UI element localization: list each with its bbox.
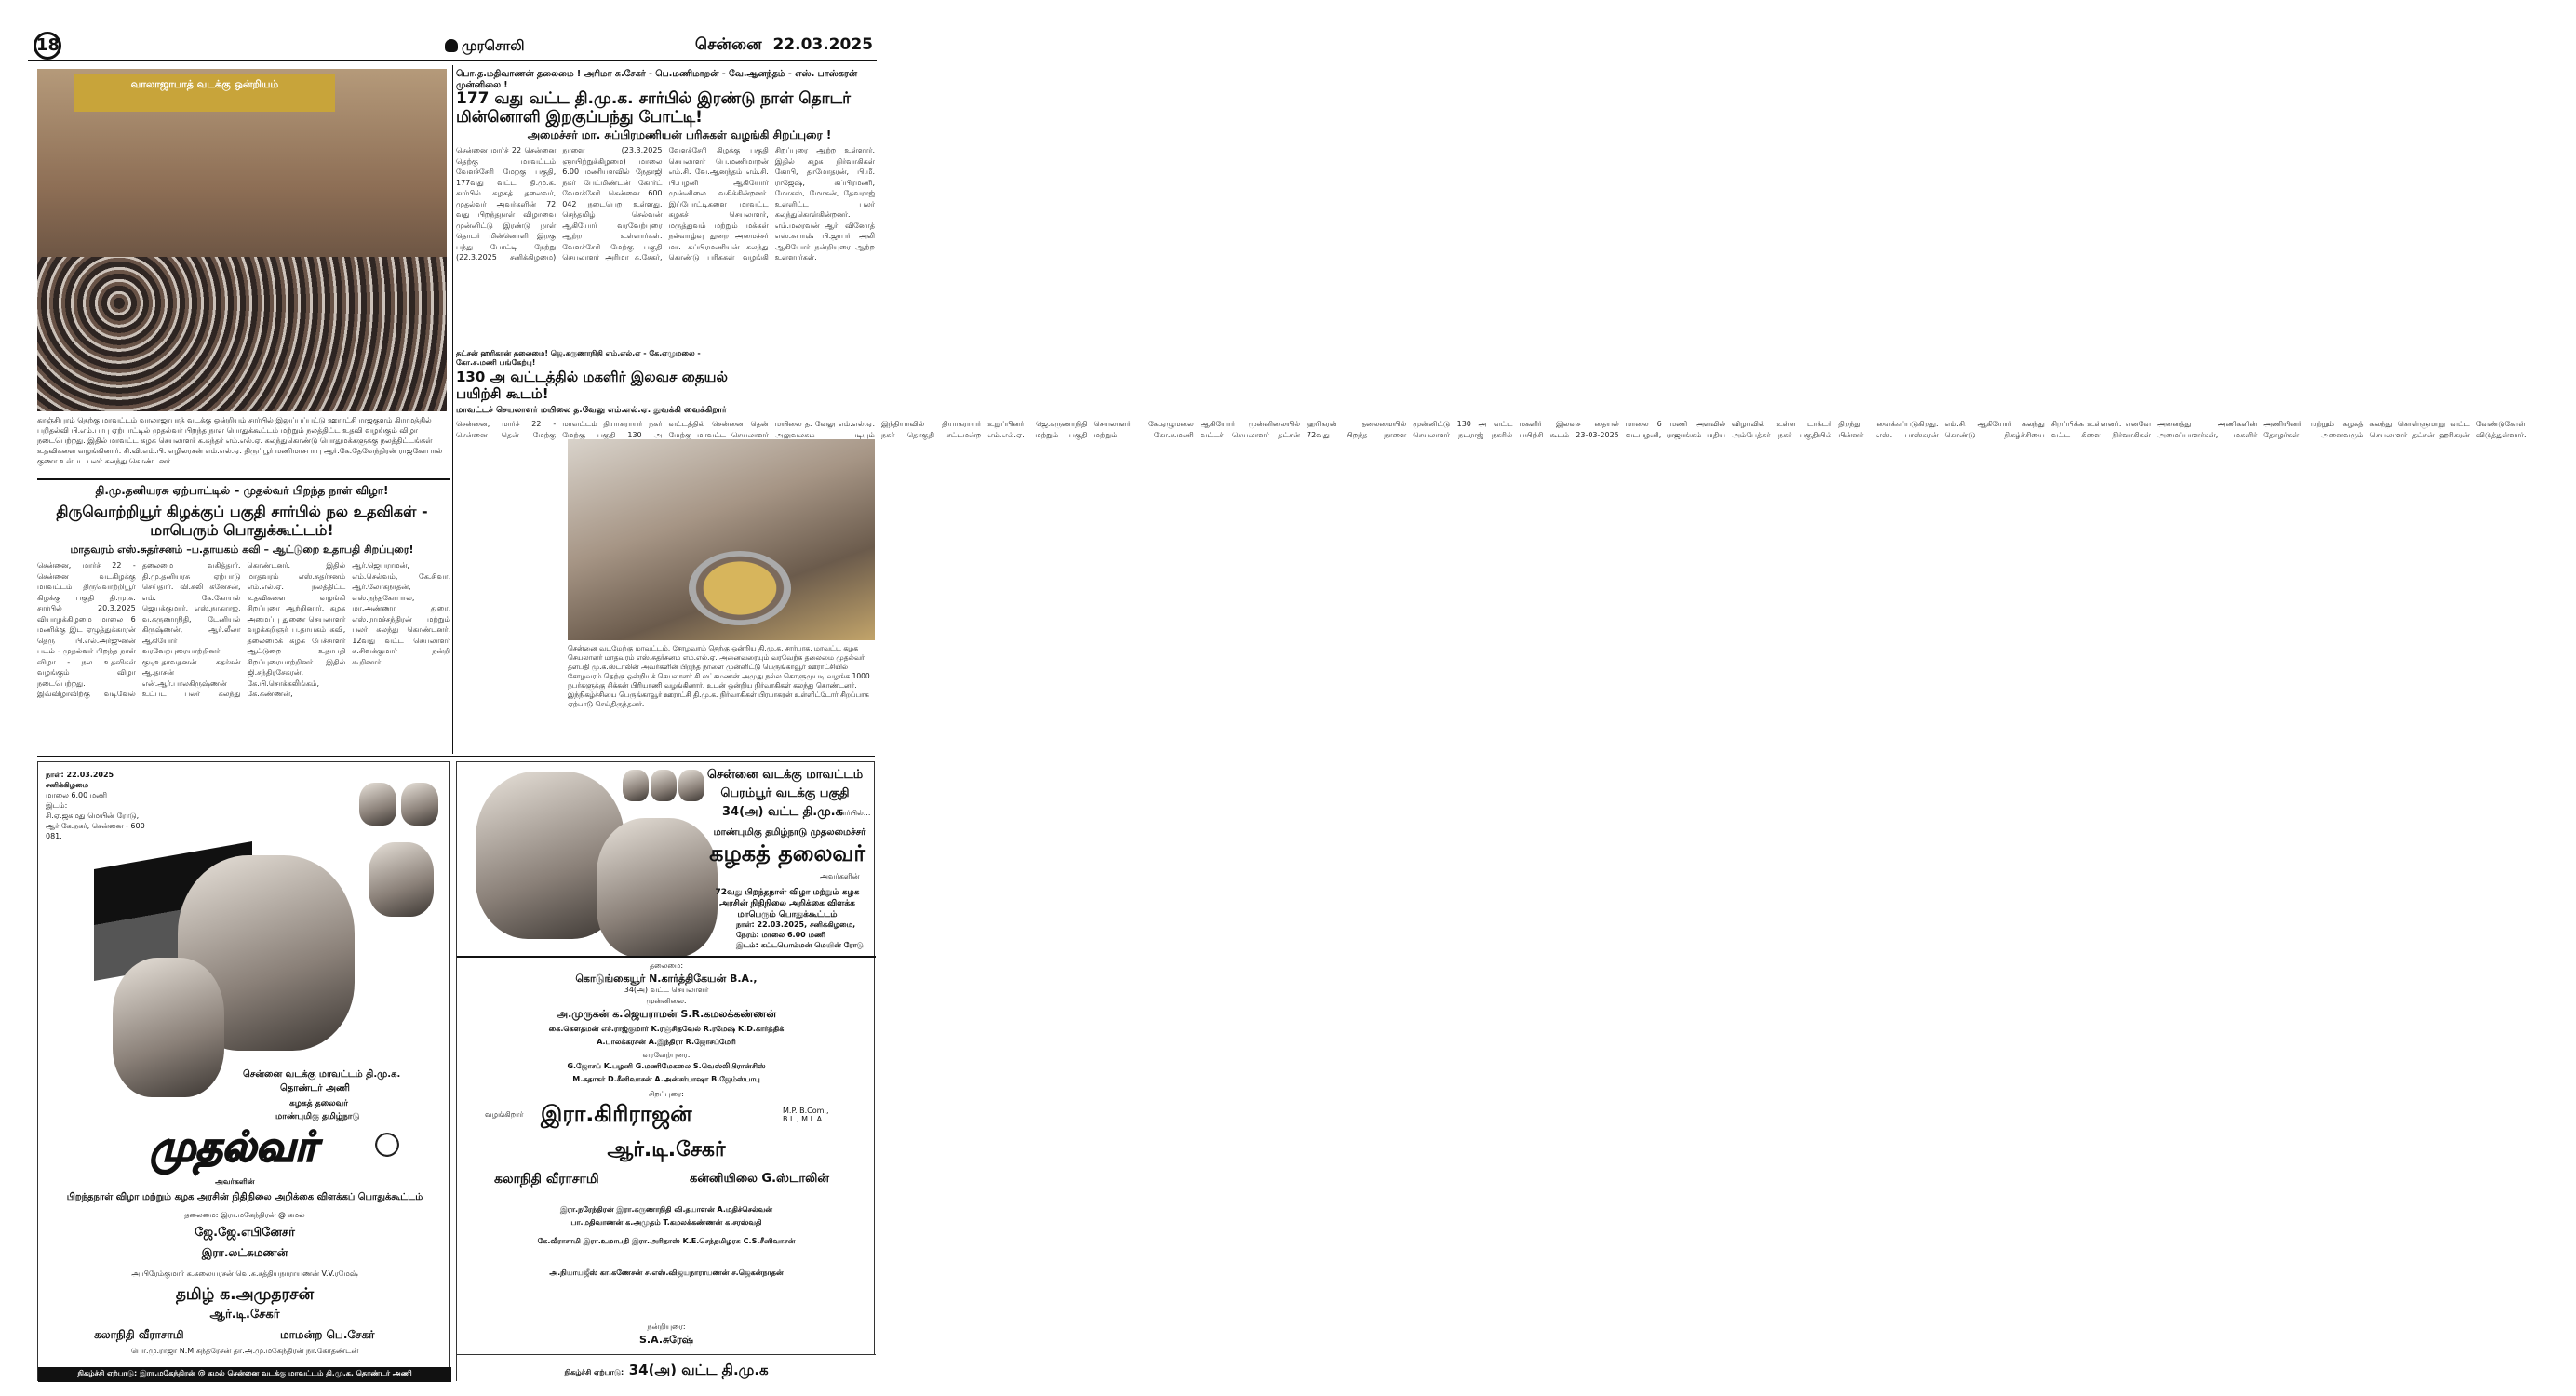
left-mid-kicker: தி.மு.தனியரசு ஏற்பாட்டில் – முதல்வர் பிறந்த நாள் விழா!	[95, 484, 389, 497]
ad-left-event-title: பிறந்தநாள் விழா மற்றும் கழக அரசின் நிதிநிலை அறிக்கை விளக்கப் பொதுக்கூட்டம்	[66, 1192, 423, 1202]
portrait-leader-small-2	[651, 770, 677, 801]
right-top-subhead: அமைச்சர் மா. சுப்பிரமணியன் பரிசுகள் வழங்கி சிறப்புரை !	[527, 128, 832, 141]
right-mid-kicker: தட்சன் ஹரிகரன் தலைமை! ஜெ.கருணாநிதி எம்.எல்.ஏ - கே.ஏழுமலை - கோ.ச.மணி பங்கேற்பு!	[456, 349, 701, 367]
ad-left-speaker-main: தமிழ் க.அமுதரசன்	[175, 1285, 315, 1304]
ad-left-footer: நிகழ்ச்சி ஏற்பாடு: இரா.மகேந்திரன் @ கமல் சென்னை வடக்கு மாவட்டம் தி.மு.க. தொண்டர் அணி	[38, 1367, 451, 1382]
ad-right-cm-line: மாண்புமிகு தமிழ்நாடு முதலமைச்சர்	[713, 827, 866, 838]
right-mid-subhead: மாவட்டச் செயலாளர் மயிலை த.வேலு எம்.எல்.ஏ. துவக்கி வைக்கிறார்	[456, 406, 727, 415]
ad-left-guest2: இரா.லட்சுமணன்	[201, 1246, 288, 1259]
ad-left-wing: தொண்டர் அணி	[280, 1083, 350, 1094]
ad-right-footer-label: நிகழ்ச்சி ஏற்பாடு:	[564, 1368, 624, 1376]
ad-right-rule	[457, 956, 876, 958]
ad-right-speaker-main: இரா.கிரிராஜன்	[541, 1101, 692, 1127]
ad-right-names-row3: கே.வீராசாமி இரா.உமாபதி இரா.அரிதாஸ் K.E.செந்தமிழரசு C.S.சீனிவாசன்	[537, 1237, 796, 1245]
ad-right-speaker2: ஆர்.டி.சேகர்	[607, 1138, 726, 1161]
ad-right-thanks-label: நன்றியுரை:	[647, 1322, 686, 1331]
right-top-body: சென்னை மார்ச் 22 சென்னை தெற்கு மாவட்டம் வேளச்சேரி மேற்கு பகுதி, 177வது வட்ட தி.மு.க. சார்பில் கழகத் தலைவர், முதல்வர் அவர்களின் 72 வது பிறந்தநாள் விழாவை முன்னிட்டு இரண்டு நாள் தொடர் மின்னொளி இறகு பந்து போட்டி நேற்று (22.3.2025 சனிக்கிழமை) நாளை (23.3.2025 ஞாயிற்றுக்கிழமை) மாலை 6.00 மணியளவில் நேதாஜி நகர் பேட்மிண்டன் கோர்ட் வேளச்சேரி சென்னை 600 042 நடைபெற உள்ளது. செந்தமிழ் செல்வன் ஆகியோர் வரவேற்புரை ஆற்ற உள்ளார்கள். வேளச்சேரி மேற்கு பகுதி செயலாளர் அரிமா சு.சேகர், வேளச்சேரி கிழக்கு பகுதி செயலாளர் பெ.மணிமாறன் எம்.சி. வே.ஆனந்தம் எம்.சி. பி.பழனி ஆகியோர் முன்னிலை வகிக்கின்றனர். இப்போட்டிகளை மாவட்ட கழகச் செயலாளர், மருத்துவம் மற்றும் மக்கள் நல்வாழ்வு துறை அமைச்சர் மா. சுப்பிரமணியன் கலந்து கொண்டு பரிசுகள் வழங்கி சிறப்புரை ஆற்ற உள்ளார். இதில் கழக நிர்வாகிகள் கோபி, தாமோதரன், பி.மீ. ராஜேஷ், சுப்பிரமணி, மோசஸ், மோகன், தேவராஜ் உள்ளிட்ட பலர் கலந்துகொள்கின்றனர். எம்.மலரவன் ஆர். வினோத் எஸ்.சுபாஷ் பி.ஜாபர் அலி ஆகியோர் நன்றியுரை ஆற்ற உள்ளார்கள்.	[456, 146, 875, 262]
left-mid-body: சென்னை, மார்ச் 22 - சென்னை வடகிழக்கு மாவட்டம் திருவொற்றியூர் கிழக்கு பகுதி தி.மு.க. சார்பில் 20.3.2025 வியாழக்கிழமை மாலை 6 மணிக்கு இட ஏழுத்துக்காரன் தெரு பி.எல்.அர்ஜுனன் படம் - முதல்வர் பிறந்த நாள் விழா - நல உதவிகள் வழங்கும் விழா நடைபெற்றது. இவ்விழாவிற்கு வடிவேல் தலைமை வகித்தார். தி.மு.தனியரசு ஏற்பாடு செய்தார். வி.கலி கனேசன், எம். கே.கோயல் ஜெயக்குமார், எஸ்.நாகராஜ், வ.கருணாநிதி, டேனியல் கிருஷ்ணன், ஆர்.லீலா ஆகியோர் வரவேற்புரையாற்றினர். குடிஉதாவதனன் சுதர்சன் ஆ.தாசன் என்.ஆர்.பாலகிருஷ்ணன் உட்பட பலர் கலந்து கொண்டனர். இதில் மாதவரம் எஸ்.சுதர்சனம் எம்.எல்.ஏ. நலத்திட்ட உதவிகளை வழங்கி சிறப்புரை ஆற்றினார். கழக அமைப்பு துணை செயலாளர் வழக்கறிஞர் ப.தாயகம் கவி, தலைமைக் கழக பேச்சாளர் ஆட்டுறை உதாபதி சிறப்புரையாற்றினர். இதில் ஜி.சந்திரசேகரன், கே.பி.சொக்கலிங்கம், கே.கண்ணன், ஆர்.ஜெயராமன், எம்.செல்வம், கே.சிவா, ஆர்.லோகநாதன், எஸ்.நந்தகோபால், மா.அண்ணா துரை, எஸ்.ராமச்சந்திரன் மற்றும் பலர் கலந்து கொண்டனர். 12வது வட்ட செயலாளர் க.சிவக்குமார் நன்றி கூறினார்.	[37, 561, 450, 698]
ad-right-thanks-name: S.A.சுரேஷ்	[639, 1334, 693, 1346]
masthead	[28, 32, 877, 61]
ad-left-cm-line: மாண்புமிகு தமிழ்நாடு	[275, 1112, 360, 1121]
ad-left-guest1: ஜே.ஜே.எபினேசர்	[195, 1226, 295, 1240]
ad-right-presence3: A.பாலக்கரசன் A.இந்திரா R.ஜோசப்மேரி	[597, 1038, 736, 1046]
section-rule-ads	[37, 756, 875, 757]
ad-right-welcome1: G.ஜோசப் K.பழனி G.மணிமேகலை S.வெஸ்லிபிரான்சிஸ்	[567, 1062, 766, 1070]
biryani-pot	[689, 551, 791, 625]
ad-right-avargal: அவர்களின்	[820, 872, 860, 880]
ad-right-chair-role: 34(அ) வட்ட செயலாளர்	[624, 986, 709, 994]
ad-right-speaker-main-deg: M.P. B.Com., B.L., M.L.A.	[783, 1107, 829, 1123]
ad-right-award-label: வழங்கிறார்	[485, 1110, 524, 1119]
ad-right-event-title: 72வது பிறந்தநாள் விழா மற்றும் கழக அரசின் நிதிநிலை அறிக்கை விளக்க மாபெரும் பொதுக்கூட்டம்	[715, 888, 860, 919]
paper-name	[445, 37, 525, 56]
ad-right-speaker3: கலாநிதி வீராசாமி	[494, 1172, 599, 1187]
ad-right-big-title: கழகத் தலைவர்	[709, 840, 865, 866]
ad-right-district: சென்னை வடக்கு மாவட்டம்	[706, 768, 864, 782]
left-photo-caption: காஞ்சிபுரம் தெற்கு மாவட்டம் வாலாஜாபாத் வடக்கு ஒன்றியம் சார்பில் இலுப்பப்பட்டு ஊராட்சி ராஜகுளம் கிராமத்தில் பறிதல்வி பி.எம்.பாபு ஏற்பாட்டில் முதல்வர் பிறந்த நாள் பொதுக்கூட்டம் மற்றும் நலத்திட்ட உதவி வழங்கும் விழா நடைபெற்றது. இதில் மாவட்ட கழக செயலாளர் க.சுந்தர் எம்.எல்.ஏ. கலந்துகொண்டு பொதுமக்களுக்கு நலத்திட்டங்கள் உதவிகளை வழங்கினார். சி.வி.எம்.பி. எழிலரசன் எம்.எல்.ஏ. திருப்பூர் மணிமாசபாபு ஆர்.கே.தேவேந்திரன் ராஜகோபால் குணா உள்பட பலர் கலந்து கொண்டனர்.	[37, 416, 443, 465]
event-photo-left	[37, 69, 447, 411]
portrait-deputy	[113, 958, 224, 1097]
ad-left-date: நாள்: 22.03.2025	[46, 771, 114, 779]
portrait-deputy-right	[597, 818, 718, 958]
ad-left-org: சென்னை வடக்கு மாவட்டம் தி.மு.க.	[243, 1069, 401, 1080]
ad-right-chair-label: தலைமை:	[649, 961, 684, 970]
ad-right-special-label: சிறப்புரை:	[648, 1090, 684, 1098]
ad-right-chair-name: கொடுங்கையூர் N.கார்த்திகேயன் B.A.,	[575, 973, 758, 985]
ad-left-event-box	[46, 770, 157, 841]
ad-right-date: நாள்: 22.03.2025, சனிக்கிழமை,	[736, 920, 856, 929]
ad-left-place-label: இடம்:	[46, 801, 68, 810]
ad-left-speaker3: கலாநிதி வீராசாமி	[94, 1328, 184, 1341]
left-advertisement	[37, 761, 450, 1381]
ad-right-names-row2: பா.மதிவாணன் க.அமுதம் T.கமலக்கண்ணன் க.சரஸ்வதி	[570, 1218, 762, 1227]
ad-left-chair: தலைமை: இரா.மகேந்திரன் @ கமல்	[184, 1211, 305, 1219]
ad-right-welcome-label: வரவேற்புரை:	[642, 1051, 691, 1059]
ad-left-big-title: முதல்வர்	[150, 1123, 317, 1171]
ad-left-speaker4: மாமன்ற பெ.சேகர்	[280, 1328, 375, 1341]
ad-right-presence-label: முன்னிலை:	[646, 997, 687, 1005]
right-top-headline: 177 வது வட்ட தி.மு.க. சார்பில் இரண்டு நாள் தொடர் மின்னொளி இறகுப்பந்து போட்டி!	[456, 89, 851, 127]
portrait-kalaignar	[369, 842, 434, 917]
ad-left-speaker2: ஆர்.டி.சேகர்	[209, 1308, 280, 1322]
ad-left-names-row1: அ.பிரேம்குமார் க.கலையரசன் வெ.சு.சத்தியநாராயணன் V.V.ரமேஷ்	[131, 1269, 358, 1278]
dateline	[695, 35, 873, 56]
ad-left-time: மாலை 6.00 மணி	[46, 791, 108, 799]
ad-right-ward-suffix: சார்பில்...	[839, 809, 871, 817]
page-number: 18	[34, 32, 61, 60]
ad-right-names-row1: இரா.நரேந்திரன் இரா.கருணாநிதி வி.தயாளன் A.மதிச்செல்வன்	[559, 1205, 773, 1214]
right-top-kicker: பொ.த.மதிவாணன் தலைமை ! அரிமா சு.சேகர் - பெ.மணிமாறன் - வே.ஆனந்தம் - எஸ். பாஸ்கரன் முன்னிலை !	[456, 69, 858, 90]
left-mid-headline: திருவொற்றியூர் கிழக்குப் பகுதி சார்பில் நல உதவிகள் - மாபெரும் பொதுக்கூட்டம்!	[56, 503, 428, 539]
right-mid-headline: 130 அ வட்டத்தில் மகளிர் இலவச தையல் பயிற்சி கூடம்!	[456, 369, 728, 402]
rising-sun-icon	[364, 1121, 410, 1168]
ad-right-welcome2: M.சுதாகர் D.சீனிவாசன் A.அன்சர்பாஷா B.ஜேம்ஸ்பாபு	[572, 1075, 760, 1083]
section-rule	[37, 478, 450, 480]
ad-left-leader: கழகத் தலைவர்	[289, 1099, 348, 1108]
ad-right-presence2: கை.கௌதமன் எச்.ராஜ்குமார் K.ரஞ்சிதவேல் R.ரமேஷ் K.D.கார்த்திக்	[548, 1025, 785, 1033]
portrait-periyar	[359, 783, 396, 826]
biryani-photo-caption: சென்னை வடமேற்கு மாவட்டம், சோழவரம் தெற்கு ஒன்றிய தி.மு.க. சார்பாக, மாவட்ட கழக செயலாளர் மாதவரம் எஸ்.சுதர்சனம் எம்.எல்.ஏ. அனைவரையும் வரவேற்க தலைமை முதல்வர் தளபதி மு.க.ஸ்டாலின் அவர்களின் பிறந்த நாளை முன்னிட்டு பெருங்காவூர் ஊராட்சியில் சோழவரம் தெற்கு ஒன்றியச் செயலாளர் சி.லட்சுமணன் அமுது நல்ல கொளுமுபடி வழங்க 1000 நபர்களுக்கு சிக்கன் பிரியாணி வழங்கினார். உடன் ஒன்றிய நிர்வாகிகள் கலந்து கொண்டனர். இந்நிகழ்ச்சியை பெருங்காவூர் ஊராட்சி தி.மு.க. நிர்வாகிகள் பிரபாகரன் உள்ளிட்டோர் சிறப்பாக ஏற்பாடு செய்திருந்தனர்.	[568, 644, 870, 708]
biryani-photo	[568, 439, 875, 640]
ad-right-presence1: அ.முருகன் க.ஜெயராமன் S.R.கமலக்கண்ணன்	[556, 1008, 777, 1020]
ad-left-day: சனிக்கிழமை	[46, 781, 89, 789]
city: சென்னை	[694, 35, 762, 54]
sun-logo-icon	[445, 39, 458, 52]
photo-banner: வாலாஜாபாத் வடக்கு ஒன்றியம்	[74, 74, 335, 112]
right-mid-body: சென்னை, மார்ச் 22 - சென்னை தென் மேற்கு மாவட்டம் தியாகராயர் நகர் மேற்கு பகுதி 130 அ வட்டத்தில் சென்னை தென் மேற்கு மாவட்ட செயலாளர் மயிலை த. வேலு எம்.எல்.ஏ. அலுவலகம் படியும் இந்தியாவில் தியாகராயர் நகர் தொகுதி சட்டமன்ற உறுப்பினர் ஜெ.கருணாநிதி எம்.எல்.ஏ. மற்றும் பகுதி செயலாளர் கே.ஏழுமலை மற்றும் கோ.ச.மணி ஆகியோர் முன்னிலையில் வட்டச் செயலாளர் தட்சன் ஹரிகரன் தலைமையில் 72வது பிறந்த நாளை முன்னிட்டு 130 அ வட்ட செயலாளர் நடராஜ் நகரில் மகளிர் இலவச தையல் பயிற்சி கூடம் 23-03-2025 மாலை 6 மணி அளவில் வடபழனி, ராஜாங்கம் மதிய விழாவில் உள்ள டாக்டர் அம்பேத்கர் நகர் பகுதியில் திறந்து வைக்கப்படுகிறது. பின்னர் எஸ். பாஸ்கரன் எம்.சி. ஆகியோர் கலந்து கொண்டு நிகழ்ச்சியை சிறப்பிக்க உள்ளனர். எனவே வட்ட கிளை நிர்வாகிகள் அனைத்து அணிகளின் அமைப்பாளர்கள், மகளிர் அணியினர் மற்றும் கழகத் தோழர்கள் அனைவரும் கலந்து கொள்ளுமாறு வட்ட செயலாளர் தட்சன் ஹரிகரன் வேண்டுகோள் விடுத்துள்ளார்.	[456, 420, 2527, 439]
ad-left-names-row2: பொ.மு.ராஜா N.M.சுந்தரேசன் தா.அ.மு.மகேந்திரன் நா.கோதண்டன்	[130, 1347, 359, 1355]
paper-name-text: முரசொலி	[462, 37, 525, 54]
ad-right-area: பெரம்பூர் வடக்கு பகுதி	[720, 786, 850, 800]
ad-right-ward: 34(அ) வட்ட தி.மு.க	[722, 805, 843, 819]
ad-right-time: நேரம்: மாலை 6.00 மணி	[736, 931, 825, 939]
ad-left-place: சி.ஏ.ஜகமது மெயின் ரோடு, ஆர்.கே.நகர், சென்னை - 600 081.	[46, 812, 145, 840]
ad-left-avargal: அவர்களின்	[215, 1177, 255, 1186]
ad-right-footer	[457, 1354, 876, 1382]
ad-right-place: இடம்: கட்டபொம்மன் மெயின் ரோடு	[736, 941, 864, 949]
ad-right-names-row4: அ.நியாயஜீஸ் கா.கணேசன் ச.எஸ்.விஜயநாராயணன் ச.ஜெகன்நாதன்	[549, 1268, 784, 1277]
column-divider	[452, 65, 453, 754]
portrait-leader-small	[623, 770, 649, 801]
ad-right-speaker4: கன்னியிலை G.ஸ்டாலின்	[690, 1172, 829, 1186]
portrait-anna	[401, 783, 438, 826]
crowd-image	[37, 257, 447, 411]
left-mid-subhead: மாதவரம் எஸ்.சுதர்சனம் –ப.தாயகம் கவி – ஆட்டுறை உதாபதி சிறப்புரை!	[70, 544, 414, 556]
ad-right-footer-name: 34(அ) வட்ட தி.மு.க	[628, 1362, 769, 1378]
date: 22.03.2025	[772, 35, 873, 54]
right-advertisement	[456, 761, 875, 1381]
